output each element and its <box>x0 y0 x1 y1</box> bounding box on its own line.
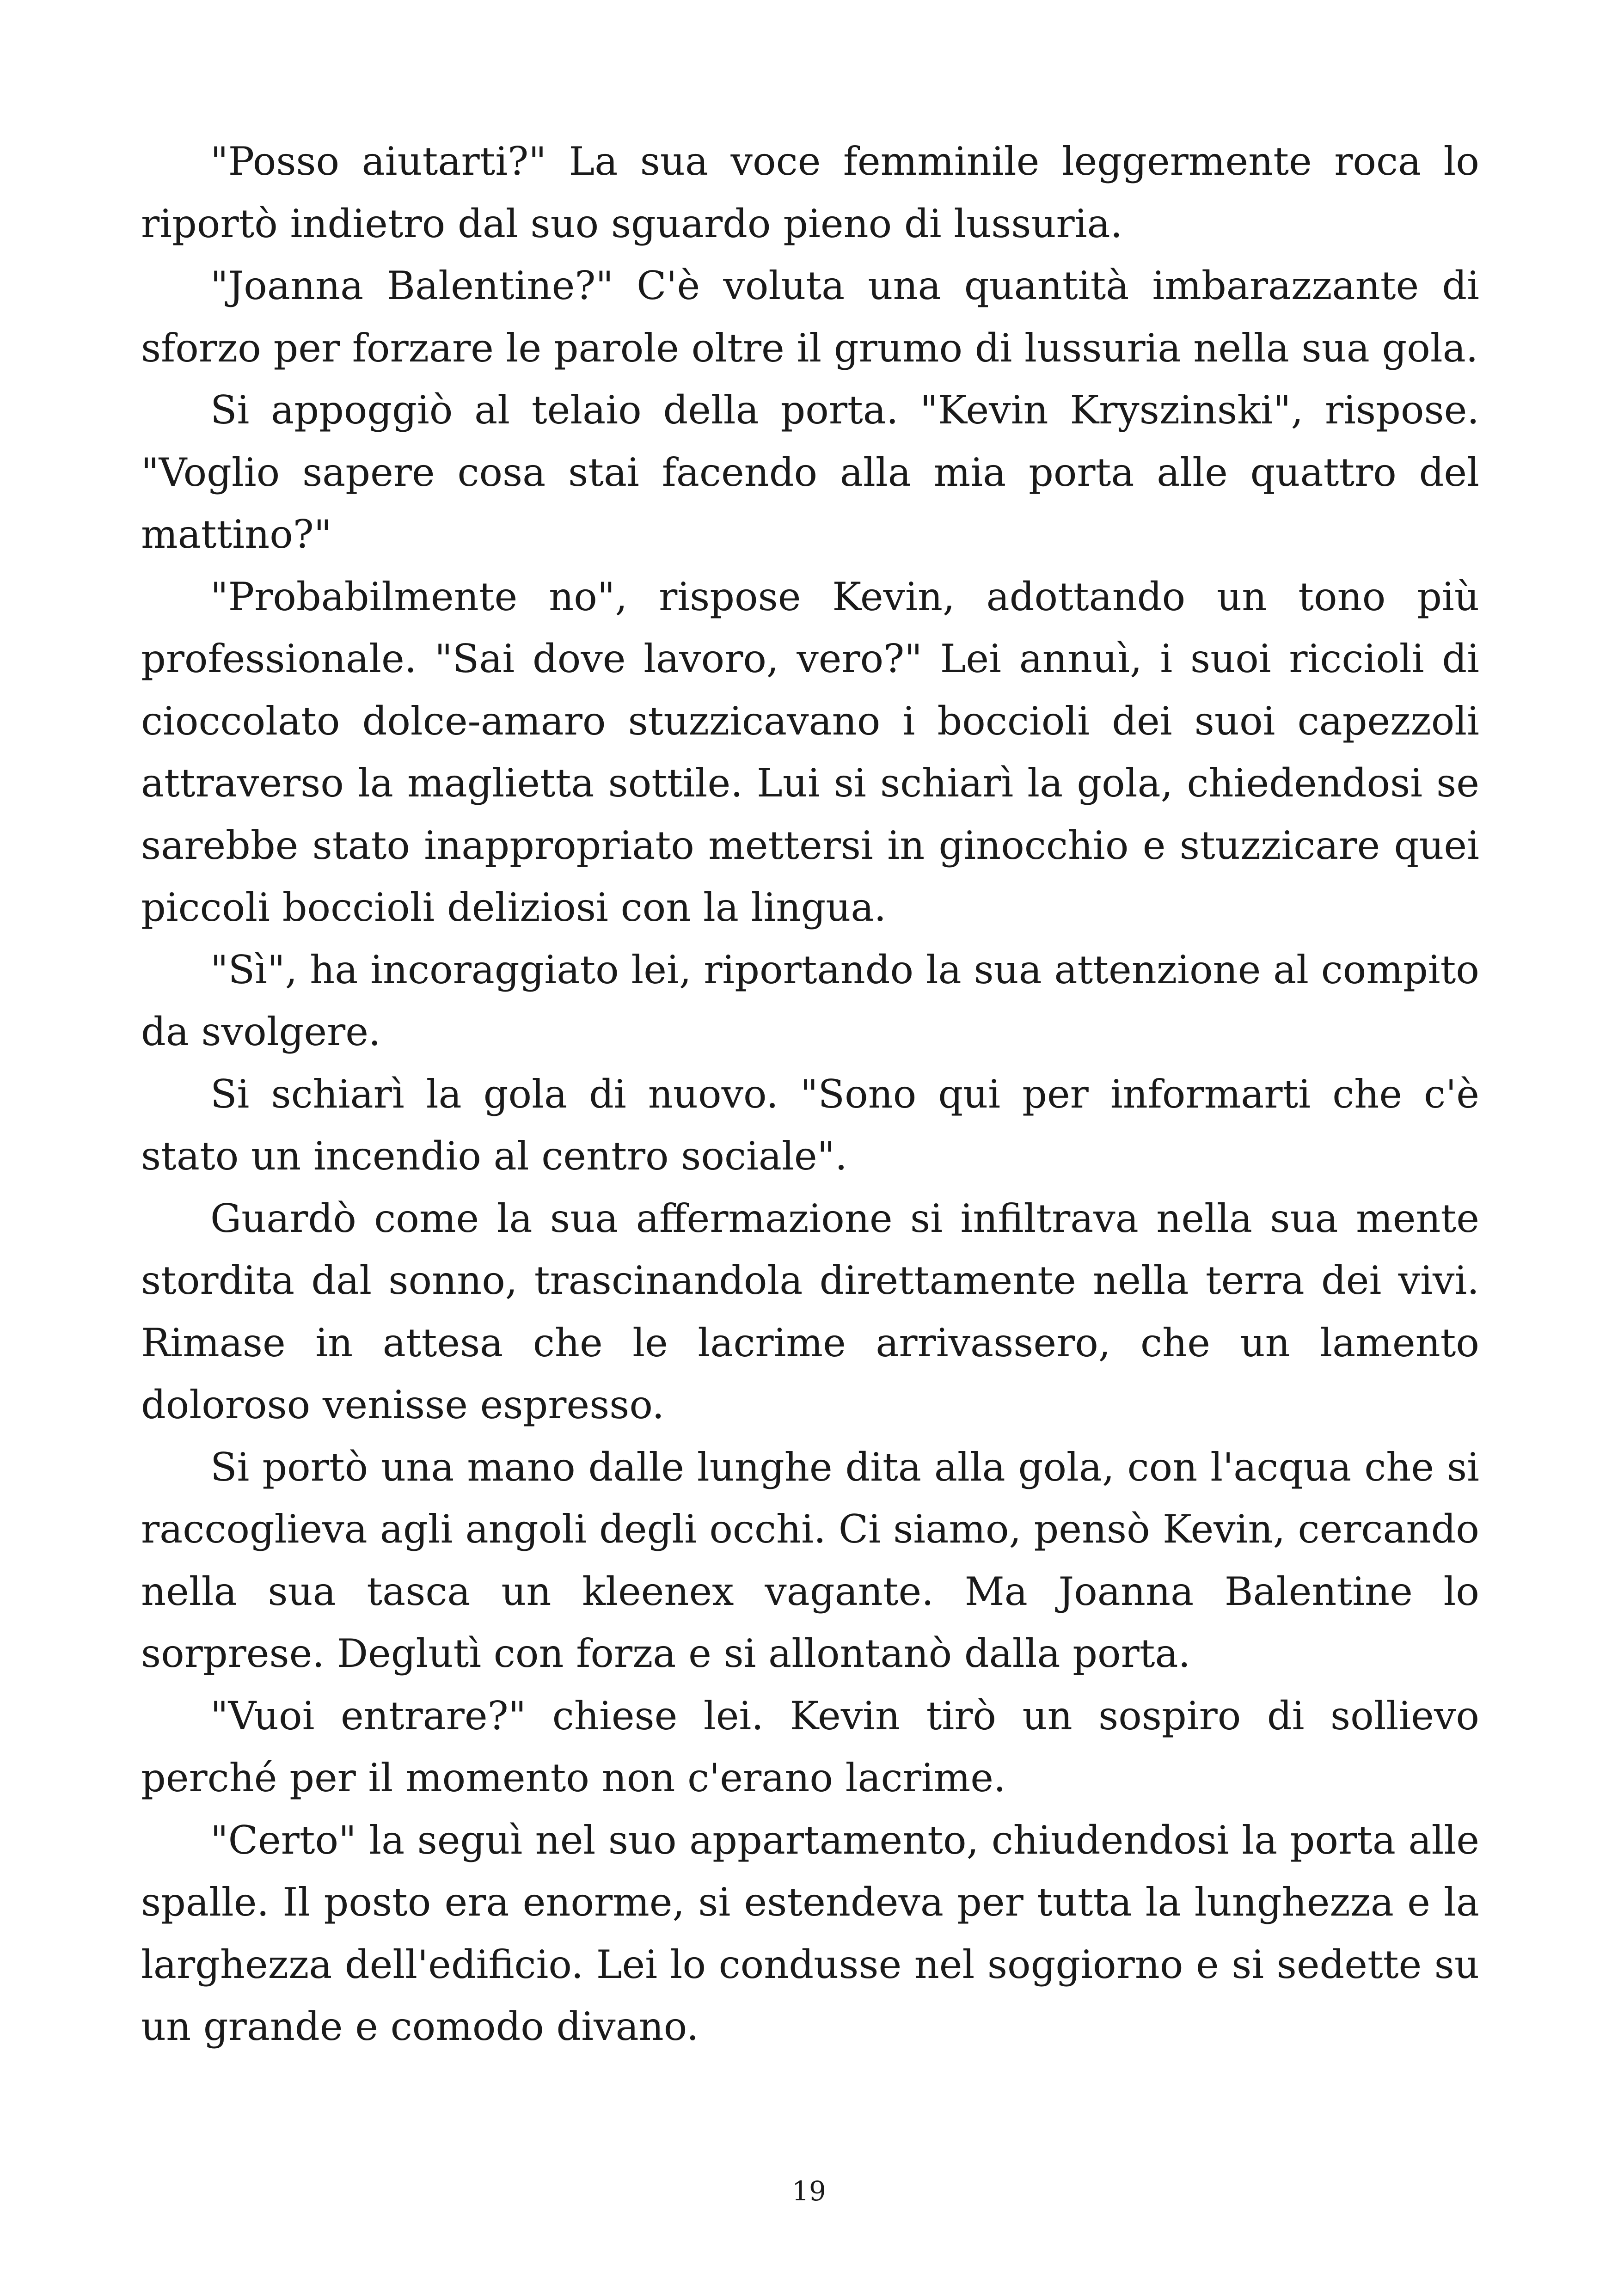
paragraph: Si schiarì la gola di nuovo. "Sono qui per informarti che c'è stato un incendio al centro sociale". <box>141 1071 1479 1179</box>
paragraph: Si portò una mano dalle lunghe dita alla gola, con l'acqua che si raccoglieva agli angoli degli occhi. Ci siamo, pensò Kevin, cercando nella sua tasca un kleenex vagante. Ma Joanna Balentine lo sorprese. Deglutì con forza e si allontanò dalla porta. <box>141 1444 1479 1676</box>
paragraph: "Vuoi entrare?" chiese lei. Kevin tirò un sospiro di sollievo perché per il momento non c'erano lacrime. <box>141 1693 1479 1800</box>
page-number: 19 <box>792 2175 826 2207</box>
paragraph: "Joanna Balentine?" C'è voluta una quantità imbarazzante di sforzo per forzare le parole oltre il grumo di lussuria nella sua gola. <box>141 263 1479 371</box>
paragraph: "Probabilmente no", rispose Kevin, adottando un tono più professionale. "Sai dove lavoro, vero?" Lei annuì, i suoi riccioli di cioccolato dolce-amaro stuzzicavano i boccioli dei suoi capezzoli attraverso la maglietta sottile. Lui si schiarì la gola, chiedendosi se sarebbe stato inappropriato mettersi in ginocchio e stuzzicare quei piccoli boccioli deliziosi con la lingua. <box>141 574 1479 930</box>
paragraph: "Certo" la seguì nel suo appartamento, chiudendosi la porta alle spalle. Il posto era enorme, si estendeva per tutta la lunghezza e la larghezza dell'edificio. Lei lo condusse nel soggiorno e si sedette su un grande e comodo divano. <box>141 1817 1479 2049</box>
body-text <box>141 130 1479 2058</box>
paragraph: "Posso aiutarti?" La sua voce femminile leggermente roca lo riportò indietro dal suo sguardo pieno di lussuria. <box>141 139 1479 246</box>
paragraph: Si appoggiò al telaio della porta. "Kevin Kryszinski", rispose. "Voglio sapere cosa stai facendo alla mia porta alle quattro del mattino?" <box>141 387 1479 557</box>
paragraph: Guardò come la sua affermazione si infiltrava nella sua mente stordita dal sonno, trascinandola direttamente nella terra dei vivi. Rimase in attesa che le lacrime arrivassero, che un lamento doloroso venisse espresso. <box>141 1195 1479 1427</box>
paragraph: "Sì", ha incoraggiato lei, riportando la sua attenzione al compito da svolgere. <box>141 947 1479 1054</box>
